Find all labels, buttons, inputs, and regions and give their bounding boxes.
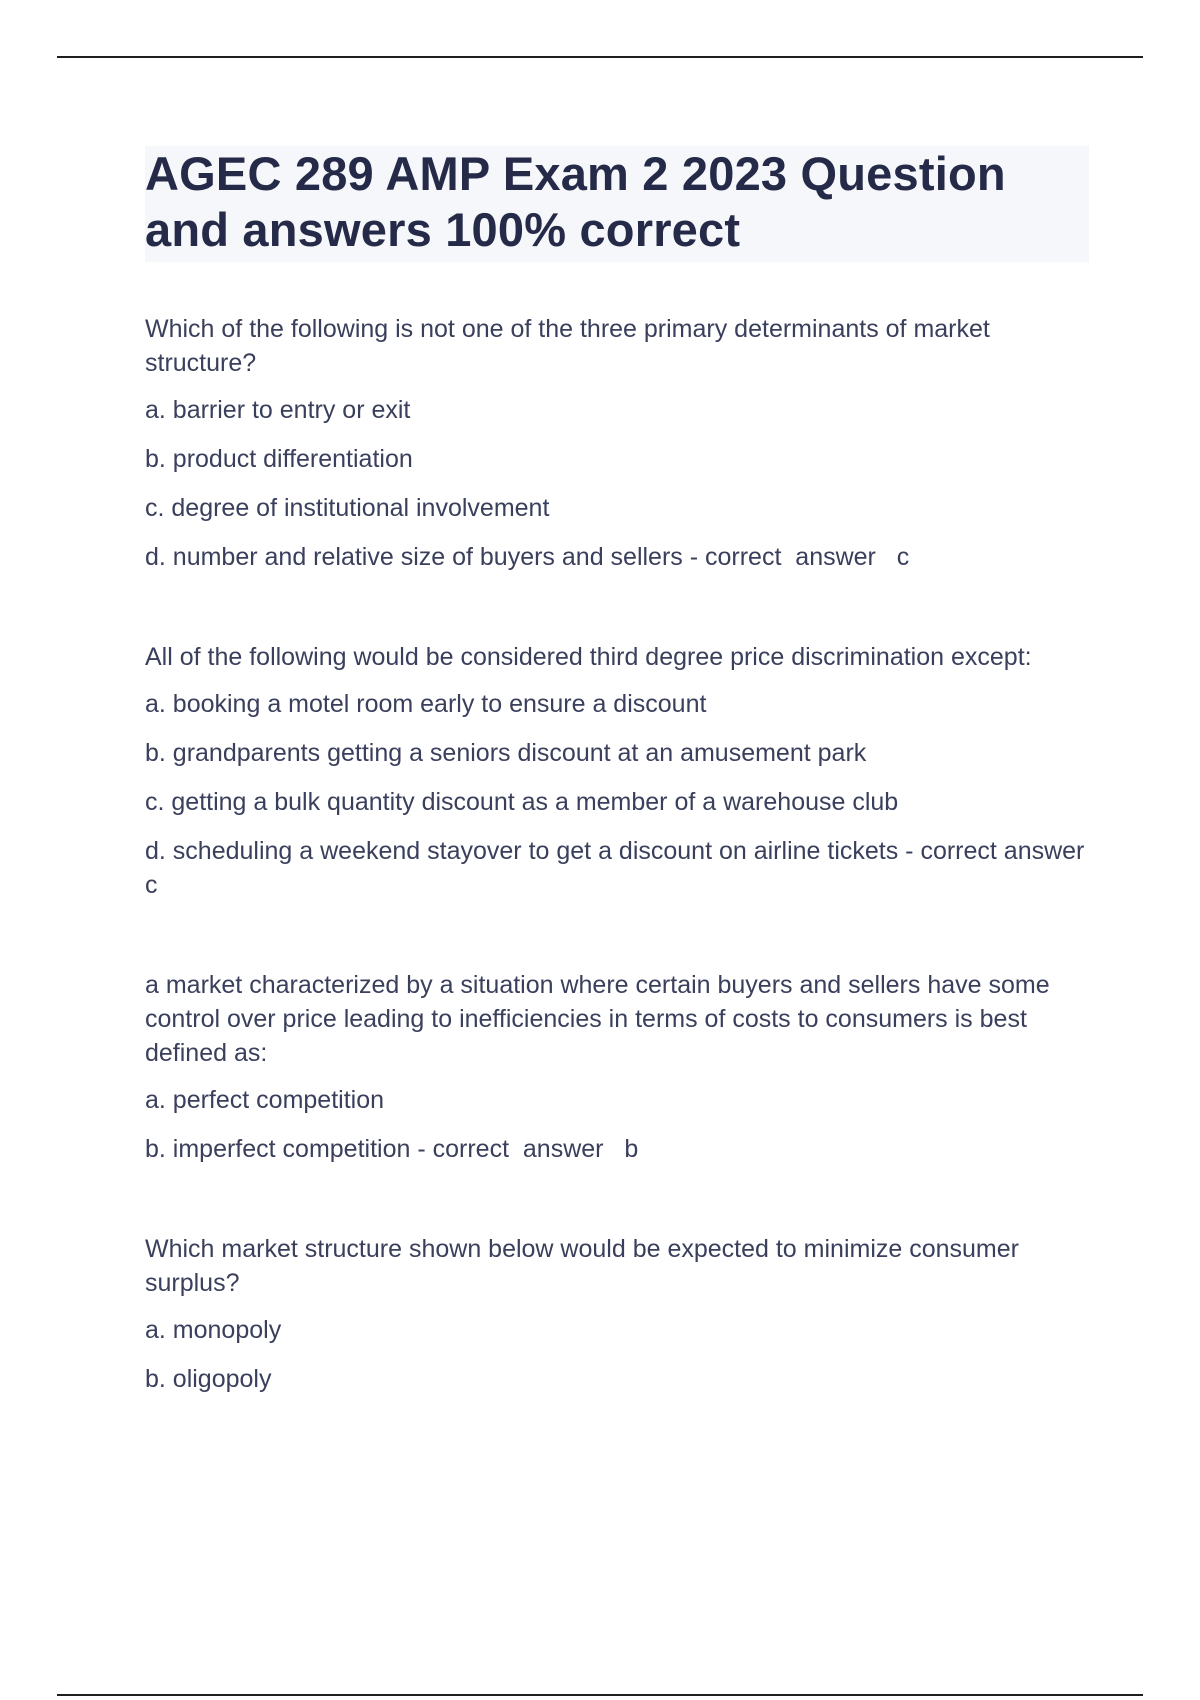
answer-option: c. degree of institutional involvement <box>145 494 550 522</box>
question-text: Which of the following is not one of the three primary determinants of market structure? <box>145 315 990 377</box>
answer-option: b. grandparents getting a seniors discount at an amusement park <box>145 739 867 767</box>
question-block <box>145 312 1089 574</box>
question-text: Which market structure shown below would be expected to minimize consumer surplus? <box>145 1235 1019 1297</box>
question-block <box>145 1232 1089 1396</box>
answer-option: b. oligopoly <box>145 1365 272 1393</box>
answer-option: d. number and relative size of buyers and sellers - correct answer c <box>145 543 910 571</box>
answer-option: a. barrier to entry or exit <box>145 396 411 424</box>
document-body <box>145 146 1106 1462</box>
answer-option: c. getting a bulk quantity discount as a member of a warehouse club <box>145 788 899 816</box>
footer-rule <box>57 1694 1143 1696</box>
title-box <box>145 146 1089 262</box>
answer-option: a. booking a motel room early to ensure a discount <box>145 690 707 718</box>
question-block <box>145 640 1106 902</box>
header-rule <box>57 56 1143 58</box>
question-block <box>145 968 1089 1166</box>
answer-option: a. monopoly <box>145 1316 282 1344</box>
question-text: a market characterized by a situation where certain buyers and sellers have some control over price leading to inefficiencies in terms of costs to consumers is best defined as: <box>145 971 1050 1067</box>
answer-option: d. scheduling a weekend stayover to get a discount on airline tickets - correct answer c <box>145 837 1106 899</box>
document-title: AGEC 289 AMP Exam 2 2023 Question and answers 100% correct <box>145 147 1006 256</box>
answer-option: b. imperfect competition - correct answer b <box>145 1135 639 1163</box>
answer-option: b. product differentiation <box>145 445 413 473</box>
question-text: All of the following would be considered third degree price discrimination except: <box>145 643 1032 671</box>
answer-option: a. perfect competition <box>145 1086 385 1114</box>
